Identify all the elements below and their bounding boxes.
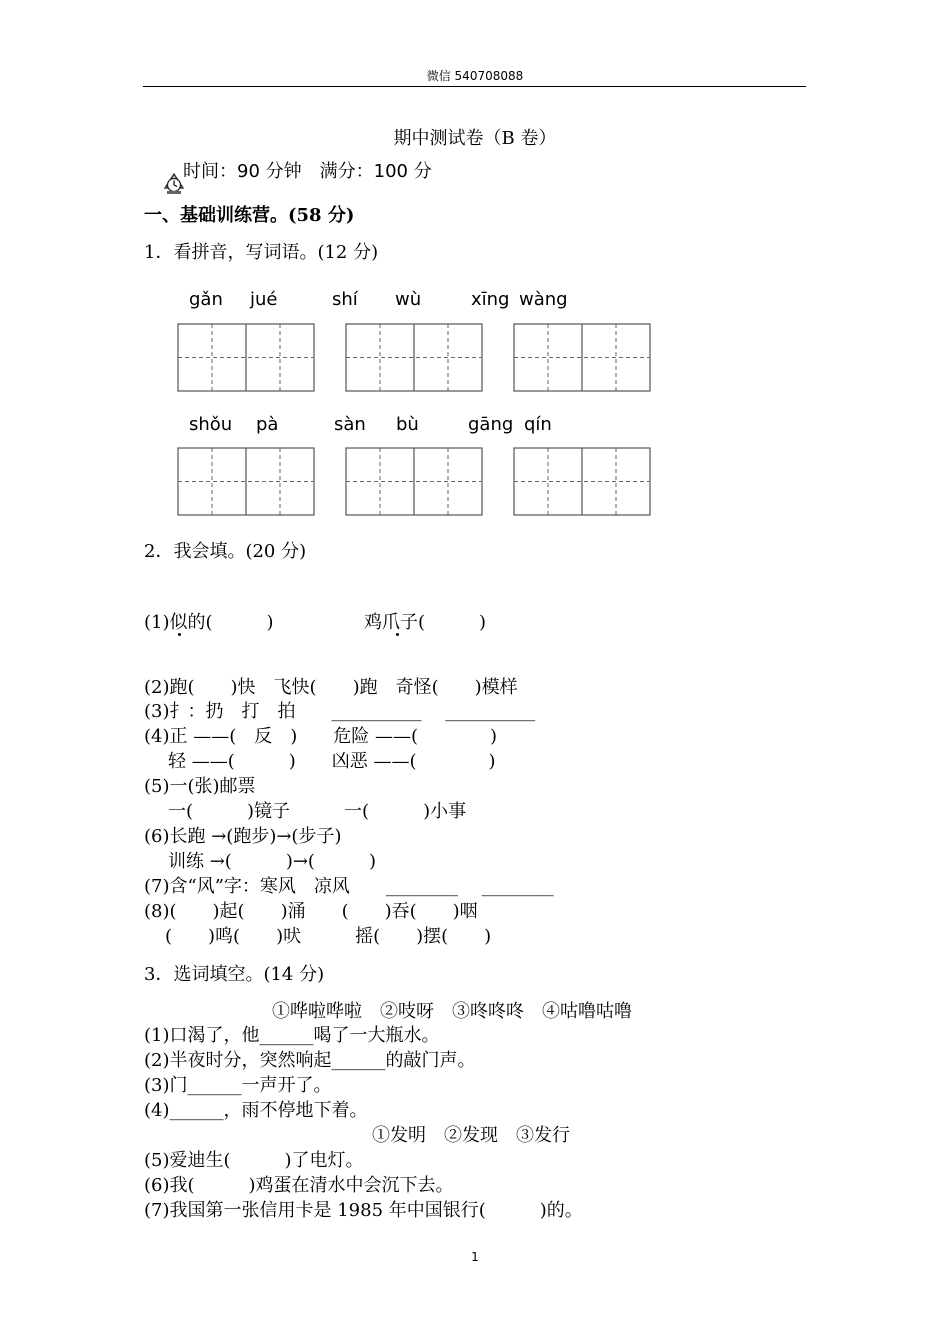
page-number: 1 [471,1250,479,1264]
pinyin: wù [395,289,422,310]
writing-grid[interactable] [345,323,485,393]
fill-line: (4)______，雨不停地下着。 [144,1100,368,1121]
question-3-title: 3．选词填空。(14 分) [144,964,325,985]
exam-title: 期中测试卷（B 卷） [393,128,557,149]
pinyin: shǒu [189,414,233,435]
header-divider [143,86,806,87]
emphasis-dot [178,633,181,636]
writing-grid[interactable] [345,447,485,517]
pinyin: shí [332,289,358,310]
fill-line: (7)我国第一张信用卡是 1985 年中国银行( )的。 [144,1200,583,1221]
pinyin: xīng [471,289,510,310]
pinyin: pà [256,414,279,435]
fill-line: (5)爱迪生( )了电灯。 [144,1150,364,1171]
page-header: 微信 540708088 [426,69,524,83]
clock-icon [151,151,177,177]
pinyin: wàng [519,289,568,310]
fill-line: (2)跑( )快 飞快( )跑 奇怪( )模样 [144,677,518,698]
fill-line: (3)扌：扔 打 拍 __________ __________ [144,701,536,722]
word-options: ①哗啦哗啦 ②吱呀 ③咚咚咚 ④咕噜咕噜 [272,1001,632,1022]
writing-grid[interactable] [177,447,317,517]
fill-line: (7)含“风”字：寒风 凉风 ________ ________ [144,876,554,897]
fill-line: (6)长跑 →(跑步)→(步子) [144,826,342,847]
question-1-title: 1．看拼音，写词语。(12 分) [144,242,379,263]
pinyin: qín [524,414,552,435]
fill-line: 鸡爪子( ) [364,612,487,633]
writing-grid[interactable] [177,323,317,393]
pinyin: sàn [334,414,366,435]
fill-line: (3)门______一声开了。 [144,1075,332,1096]
fill-line: 轻 ——( ) 凶恶 ——( ) [168,751,496,772]
fill-line: 一( )镜子 一( )小事 [168,801,467,822]
pinyin: gāng [468,414,514,435]
writing-grid[interactable] [513,447,653,517]
fill-line: (6)我( )鸡蛋在清水中会沉下去。 [144,1175,454,1196]
fill-line: (1)口渴了，他______喝了一大瓶水。 [144,1025,440,1046]
pinyin: jué [250,289,278,310]
fill-line: (2)半夜时分，突然响起______的敲门声。 [144,1050,476,1071]
pinyin: gǎn [189,289,223,310]
pinyin: bù [396,414,419,435]
question-2-title: 2．我会填。(20 分) [144,541,307,562]
word-options: ①发明 ②发现 ③发行 [372,1125,570,1146]
exam-meta: 时间：90 分钟 满分：100 分 [183,161,432,182]
emphasis-dot [396,633,399,636]
fill-line: (4)正 ——( 反 ) 危险 ——( ) [144,726,498,747]
fill-line: (5)一(张)邮票 [144,776,256,797]
section-heading: 一、基础训练营。(58 分) [144,205,355,226]
fill-line: 训练 →( )→( ) [168,851,376,872]
fill-line: (8)( )起( )涌 ( )吞( )咽 [144,901,478,922]
fill-line: (1)似的( ) [144,612,274,633]
writing-grid[interactable] [513,323,653,393]
fill-line: ( )鸣( )吠 摇( )摆( ) [165,926,492,947]
